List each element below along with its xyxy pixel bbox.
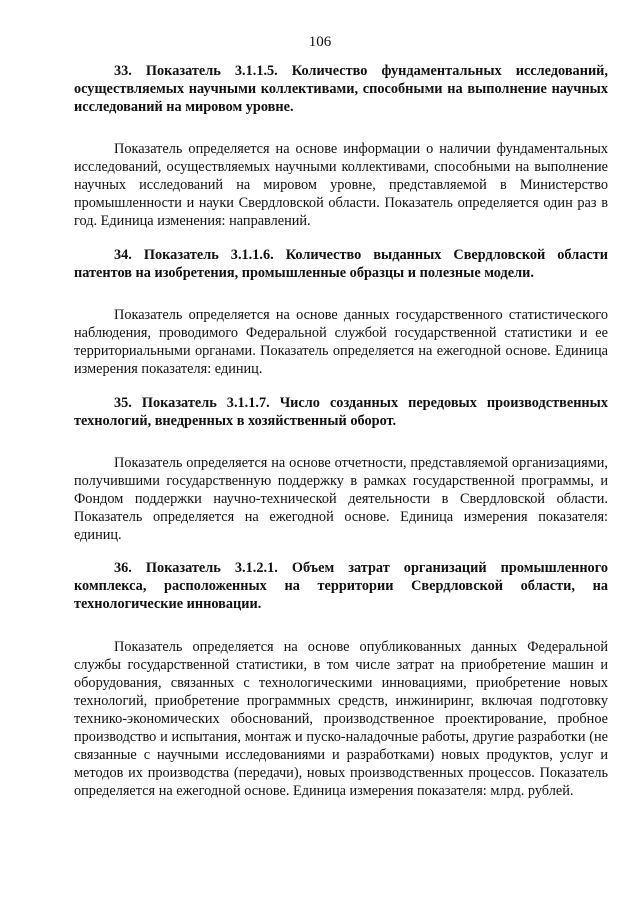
section-paragraph: Показатель определяется на основе опубликованных данных Федеральной службы государственной статистики, в том числе затрат на приобретение машин и оборудования, связанных с технологическими инновациями, приобретение новых технологий, приобретение программных средств, инжиниринг, включая подготовку технико-экономических обоснований, производственное проектирование, пробное производство и испытания, монтаж и пуско-наладочные работы, другие разработки (не связанные с научными исследованиями и разработками) новых продуктов, услуг и методов их производства (передачи), новых производственных процессов. Показатель определяется на ежегодной основе. Единица измерения показателя: млрд. рублей. xyxy=(74,639,608,799)
section-34 xyxy=(74,246,608,378)
section-heading: 34. Показатель 3.1.1.6. Количество выданных Свердловской области патентов на изобретения, промышленные образцы и полезные модели. xyxy=(74,247,608,281)
section-heading: 33. Показатель 3.1.1.5. Количество фундаментальных исследований, осуществляемых научными коллективами, способными на выполнение научных исследований на мировом уровне. xyxy=(74,63,608,115)
page-number: 106 xyxy=(308,34,332,50)
document-body xyxy=(74,62,608,800)
section-33 xyxy=(74,62,608,230)
section-35 xyxy=(74,394,608,544)
section-paragraph: Показатель определяется на основе отчетности, представляемой организациями, получившими государственную поддержку в рамках государственной программы, и Фондом поддержки научно-технической деятельности в Свердловской области. Показатель определяется на ежегодной основе. Единица измерения показателя: единиц. xyxy=(74,455,608,543)
section-paragraph: Показатель определяется на основе данных государственного статистического наблюдения, проводимого Федеральной службой государственной статистики и ее территориальными органами. Показатель определяется на ежегодной основе. Единица измерения показателя: единиц. xyxy=(74,307,608,377)
section-heading: 36. Показатель 3.1.2.1. Объем затрат организаций промышленного комплекса, расположенных на территории Свердловской области, на технологические инновации. xyxy=(74,560,608,612)
section-paragraph: Показатель определяется на основе информации о наличии фундаментальных исследований, осуществляемых научными коллективами, способными на выполнение научных исследований на мировом уровне, представляемой в Министерство промышленности и науки Свердловской области. Показатель определяется один раз в год. Единица изменения: направлений. xyxy=(74,141,608,229)
section-heading: 35. Показатель 3.1.1.7. Число созданных передовых производственных технологий, внедренных в хозяйственный оборот. xyxy=(74,395,608,429)
section-36 xyxy=(74,559,608,800)
